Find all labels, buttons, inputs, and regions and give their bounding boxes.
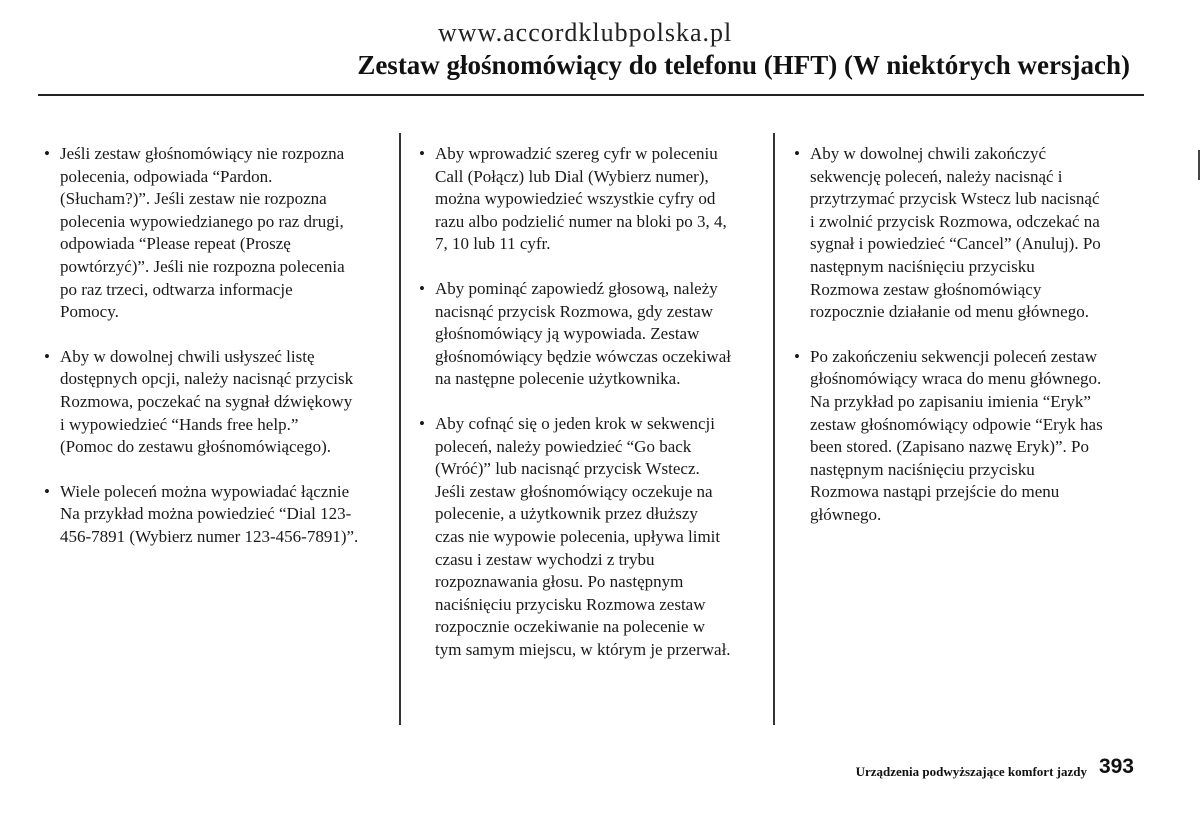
- bullet-text-line: Rozmowa, poczekać na sygnał dźwiękowy: [60, 391, 353, 411]
- bullet-text-line: rozpocznie działanie od menu głównego.: [810, 302, 1089, 322]
- bullet-text-line: po raz trzeci, odtwarza informacje: [60, 279, 293, 299]
- bullet-text-line: i zwolnić przycisk Rozmowa, odczekać na: [810, 211, 1100, 231]
- bullet-text-line: • Wiele poleceń można wypowiadać łącznie: [60, 481, 350, 501]
- bullet-text-line: głośnomówiący wraca do menu głównego.: [810, 369, 1102, 389]
- bullet-text-line: (Pomoc do zestawu głośnomówiącego).: [60, 437, 331, 457]
- bullet-item: [794, 143, 1140, 324]
- bullet-text-line: Pomocy.: [60, 302, 119, 322]
- bullet-item: [419, 278, 765, 391]
- column-1: [44, 143, 390, 571]
- bullet-text-line: • Aby pominąć zapowiedź głosową, należy: [435, 278, 718, 298]
- bullet-text-line: • Aby cofnąć się o jeden krok w sekwencji: [435, 413, 715, 433]
- bullet-text-line: rozpoznawania głosu. Po następnym: [435, 572, 684, 592]
- bullet-text-line: następnym naciśnięciu przycisku: [810, 256, 1035, 276]
- bullet-text-line: tym samym miejscu, w którym je przerwał.: [435, 639, 731, 659]
- bullet-text-line: Rozmowa nastąpi przejście do menu: [810, 482, 1060, 502]
- bullet-item: [44, 143, 390, 324]
- bullet-text-line: polecenia, odpowiada “Pardon.: [60, 166, 273, 186]
- bullet-text-line: • Aby w dowolnej chwili zakończyć: [810, 144, 1047, 163]
- bullet-text-line: • Aby w dowolnej chwili usłyszeć listę: [60, 346, 315, 366]
- header-rule: [38, 94, 1144, 96]
- bullet-text-line: Jeśli zestaw głośnomówiący oczekuje na: [435, 481, 713, 501]
- bullet-text-line: (Słucham?)”. Jeśli zestaw nie rozpozna: [60, 189, 327, 209]
- bullet-text-line: razu albo podzielić numer na bloki po 3, 4,: [435, 211, 727, 231]
- bullet-item: [44, 481, 390, 549]
- bullet-text-line: polecenie, a użytkownik przez dłuższy: [435, 504, 698, 524]
- bullet-text-line: na następne polecenie użytkownika.: [435, 369, 681, 389]
- bullet-text-line: następnym naciśnięciu przycisku: [810, 459, 1035, 479]
- bullet-text-line: sekwencję poleceń, należy nacisnąć i: [810, 166, 1063, 186]
- bullet-text-line: głośnomówiący ją wypowiada. Zestaw: [435, 324, 700, 344]
- bullet-item: [419, 143, 765, 256]
- bullet-text-line: Call (Połącz) lub Dial (Wybierz numer),: [435, 166, 709, 186]
- bullet-text-line: odpowiada “Please repeat (Proszę: [60, 234, 291, 254]
- bullet-text-line: przytrzymać przycisk Wstecz lub nacisnąć: [810, 189, 1100, 209]
- bullet-text-line: dostępnych opcji, należy nacisnąć przycisk: [60, 369, 354, 389]
- bullet-text-line: czasu i zestaw wychodzi z trybu: [435, 549, 655, 569]
- bullet-text-line: Rozmowa zestaw głośnomówiący: [810, 279, 1042, 299]
- bullet-item: [419, 413, 765, 662]
- column-2: [419, 143, 765, 683]
- bullet-item: [44, 346, 390, 459]
- bullet-text-line: głównego.: [810, 504, 882, 524]
- bullet-text-line: poleceń, należy powiedzieć “Go back: [435, 436, 692, 456]
- bullet-text-line: • Aby wprowadzić szereg cyfr w poleceniu: [435, 144, 718, 163]
- bullet-text-line: • Po zakończeniu sekwencji poleceń zestaw: [810, 346, 1097, 366]
- page-number: 393: [1098, 755, 1134, 778]
- bullet-text-line: zestaw głośnomówiący odpowie “Eryk has: [810, 414, 1103, 434]
- bullet-text-line: (Wróć)” lub nacisnąć przycisk Wstecz.: [435, 459, 700, 479]
- bullet-text-line: i wypowiedzieć “Hands free help.”: [60, 414, 299, 434]
- site-url: www.accordklubpolska.pl: [438, 18, 733, 47]
- bullet-text-line: powtórzyć)”. Jeśli nie rozpozna polecenia: [60, 256, 345, 276]
- bullet-text-line: Na przykład można powiedzieć “Dial 123-: [60, 504, 352, 524]
- bullet-text-line: 7, 10 lub 11 cyfr.: [435, 234, 551, 254]
- bullet-text-line: rozpocznie oczekiwanie na polecenie w: [435, 617, 705, 637]
- bullet-text-line: głośnomówiący będzie wówczas oczekiwał: [435, 346, 731, 366]
- bullet-text-line: • Jeśli zestaw głośnomówiący nie rozpozna: [60, 144, 345, 163]
- bullet-text-line: 456-7891 (Wybierz numer 123-456-7891)”.: [60, 526, 359, 546]
- footer-section-title: Urządzenia podwyższające komfort jazdy: [855, 764, 1087, 779]
- page-title: Zestaw głośnomówiący do telefonu (HFT) (W niektórych wersjach): [357, 50, 1130, 80]
- column-3: [794, 143, 1140, 549]
- column-divider-1: [399, 133, 401, 725]
- bullet-text-line: nacisnąć przycisk Rozmowa, gdy zestaw: [435, 301, 714, 321]
- column-divider-2: [773, 133, 775, 725]
- bullet-text-line: been stored. (Zapisano nazwę Eryk)”. Po: [810, 437, 1089, 457]
- bullet-text-line: polecenia wypowiedzianego po raz drugi,: [60, 211, 344, 231]
- bullet-text-line: Na przykład po zapisaniu imienia “Eryk”: [810, 391, 1091, 411]
- bullet-item: [794, 346, 1140, 527]
- bullet-text-line: czas nie wypowie polecenia, upływa limit: [435, 526, 721, 546]
- bullet-text-line: naciśnięciu przycisku Rozmowa zestaw: [435, 594, 706, 614]
- bullet-text-line: sygnał i powiedzieć “Cancel” (Anuluj). Po: [810, 234, 1101, 254]
- bullet-text-line: można wypowiedzieć wszystkie cyfry od: [435, 189, 716, 209]
